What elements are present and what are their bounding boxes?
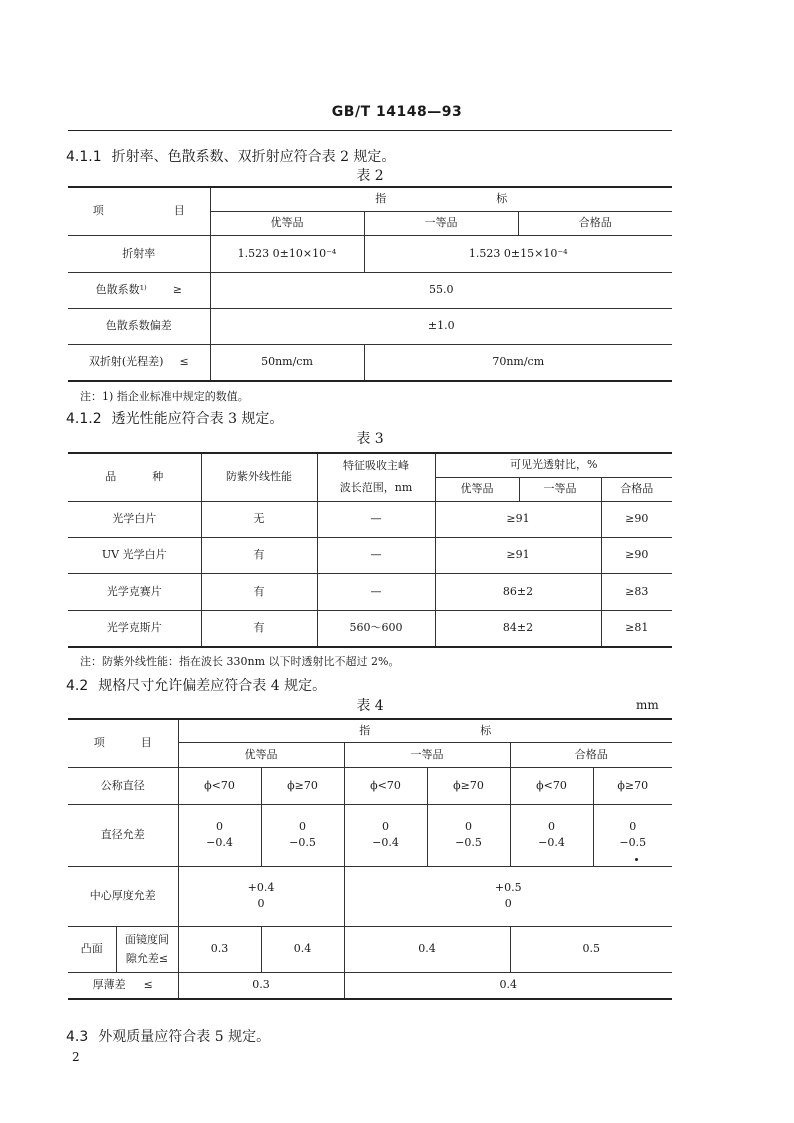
- t2-refractive-other: 1.523 0±15×10⁻⁴: [364, 235, 672, 272]
- t4-gap-v4: 0.5: [510, 926, 672, 972]
- t4-grade-ok: 合格品: [510, 742, 672, 767]
- table-row: [68, 610, 672, 647]
- t3-trans-top: 84±2: [435, 610, 601, 647]
- t3-peak-header: [317, 453, 435, 501]
- section-text: 折射率、色散系数、双折射应符合表 2 规定。: [111, 149, 396, 165]
- t2-refractive-top: 1.523 0±10×10⁻⁴: [210, 235, 364, 272]
- t4-tol-lower: −0.5: [455, 836, 482, 849]
- t4-tol-cell: [593, 804, 672, 866]
- t4-tol-cell: [510, 804, 593, 866]
- t2-birefringence-other: 70nm/cm: [364, 344, 672, 381]
- t3-variety-header: [68, 453, 201, 501]
- section-4-2: [66, 675, 326, 695]
- t4-item-char-b: 目: [140, 736, 152, 750]
- t3-peak-line-1: 特征吸收主峰: [343, 459, 409, 473]
- t4-gap-label-line-2: 隙允差≤: [125, 952, 169, 965]
- table3-note: 注：防紫外线性能：指在波长 330nm 以下时透射比不超过 2%。: [80, 655, 400, 668]
- t2-item-char-a: 项: [92, 204, 104, 218]
- t3-peak: —: [317, 501, 435, 537]
- t4-dia-lt: ϕ<70: [344, 767, 427, 804]
- t4-gap-v1: 0.3: [178, 926, 261, 972]
- t2-birefringence-top: 50nm/cm: [210, 344, 364, 381]
- t3-variety: 光学克赛片: [68, 573, 201, 610]
- t3-variety: 光学白片: [68, 501, 201, 537]
- section-4-1-1: [66, 146, 395, 166]
- t4-thickness-diff-label: [68, 972, 178, 999]
- t4-tol-cell: [178, 804, 261, 866]
- t4-tol-upper: 0: [382, 820, 389, 833]
- t3-trans-top: 86±2: [435, 573, 601, 610]
- t2-dispersion-text: 色散系数¹⁾: [95, 283, 147, 296]
- t4-ct-top-grade: [178, 866, 344, 926]
- t4-ct-lower: 0: [504, 897, 512, 910]
- t4-ct-upper: +0.4: [247, 881, 275, 894]
- t2-birefringence-sym: ≤: [179, 355, 189, 369]
- t4-tolerance-label: 直径允差: [68, 804, 178, 866]
- t3-trans-ok: ≥90: [601, 501, 672, 537]
- t4-ct-other-grades: [344, 866, 672, 926]
- t4-center-thickness-label: 中心厚度允差: [68, 866, 178, 926]
- t2-dispersion-value: 55.0: [210, 272, 672, 308]
- t3-grade-top: 优等品: [435, 477, 519, 501]
- t4-grade-top: 优等品: [178, 742, 344, 767]
- t4-index-char-b: 标: [480, 723, 492, 737]
- t4-tol-upper: 0: [548, 820, 555, 833]
- t2-index-char-a: 指: [375, 192, 387, 206]
- t3-uv: 有: [201, 573, 317, 610]
- table-2: [68, 186, 672, 382]
- page-number: 2: [72, 1050, 80, 1064]
- t4-item-header: [68, 719, 178, 767]
- section-text: 规格尺寸允许偏差应符合表 4 规定。: [98, 678, 327, 694]
- table3-caption: 表 3: [356, 431, 384, 447]
- t2-grade-ok: 合格品: [518, 211, 672, 235]
- header-rule: [68, 130, 672, 131]
- t4-tol-cell: [261, 804, 344, 866]
- t3-trans-ok: ≥83: [601, 573, 672, 610]
- t4-tol-upper: 0: [299, 820, 306, 833]
- t4-tol-lower: −0.4: [372, 836, 399, 849]
- t3-trans-top: ≥91: [435, 501, 601, 537]
- section-number: 4.1.1: [66, 149, 102, 165]
- t4-ct-lower: 0: [257, 897, 265, 910]
- t2-dispersion-label: [68, 272, 210, 308]
- t4-dia-lt: ϕ<70: [178, 767, 261, 804]
- table-row: [68, 537, 672, 573]
- t2-index-header: [210, 187, 672, 211]
- t3-uv: 有: [201, 537, 317, 573]
- t3-variety: UV 光学白片: [68, 537, 201, 573]
- t3-uv: 有: [201, 610, 317, 647]
- t4-tol-cell: [427, 804, 510, 866]
- t4-gap-label: [116, 926, 178, 972]
- t2-birefringence-label: [68, 344, 210, 381]
- t2-item-char-b: 目: [173, 204, 185, 218]
- t4-gap-v2: 0.4: [261, 926, 344, 972]
- t4-index-char-a: 指: [359, 723, 371, 737]
- t3-peak: 560～600: [317, 610, 435, 647]
- t3-variety-char-a: 品: [105, 470, 117, 484]
- section-4-3: [66, 1026, 270, 1046]
- t4-thickness-diff-sym: ≤: [143, 978, 153, 992]
- t3-trans-ok: ≥90: [601, 537, 672, 573]
- section-4-1-2: [66, 408, 283, 428]
- t2-dispersion-dev-label: 色散系数偏差: [68, 308, 210, 344]
- t2-refractive-label: 折射率: [68, 235, 210, 272]
- section-text: 外观质量应符合表 5 规定。: [98, 1029, 271, 1045]
- t3-peak: —: [317, 537, 435, 573]
- section-text: 透光性能应符合表 3 规定。: [111, 411, 284, 427]
- standard-number: GB/T 14148—93: [331, 104, 463, 120]
- t4-gap-v3: 0.4: [344, 926, 510, 972]
- t3-grade-first: 一等品: [519, 477, 601, 501]
- t3-peak-line-2: 波长范围，nm: [339, 481, 413, 495]
- section-number: 4.2: [66, 678, 89, 694]
- table4-caption: 表 4: [356, 698, 384, 714]
- t4-thk-v2: 0.4: [344, 972, 672, 999]
- t2-index-char-b: 标: [496, 192, 508, 206]
- t4-gap-label-line-1: 面镜度间: [125, 933, 169, 946]
- t4-thk-v1: 0.3: [178, 972, 344, 999]
- t4-tol-upper: 0: [629, 820, 637, 833]
- t2-dispersion-sym: ≥: [172, 283, 182, 296]
- t4-tol-lower: −0.5: [619, 836, 647, 849]
- t2-item-header: [68, 187, 210, 235]
- t3-variety: 光学克斯片: [68, 610, 201, 647]
- t4-tol-cell: [344, 804, 427, 866]
- table-row: [68, 501, 672, 537]
- table-4: [68, 718, 672, 1000]
- section-number: 4.1.2: [66, 411, 102, 427]
- t4-convex-label: 凸面: [68, 926, 116, 972]
- table-3: [68, 452, 672, 648]
- t2-grade-top: 优等品: [210, 211, 364, 235]
- t2-birefringence-text: 双折射(光程差): [88, 355, 164, 369]
- t4-tol-lower: −0.4: [538, 836, 565, 849]
- t4-dia-ge: ϕ≥70: [427, 767, 510, 804]
- table2-caption: 表 2: [356, 168, 384, 184]
- t3-trans-top: ≥91: [435, 537, 601, 573]
- t3-uv: 无: [201, 501, 317, 537]
- t4-item-char-a: 项: [93, 736, 105, 750]
- t4-tol-lower: −0.4: [206, 836, 233, 849]
- t4-grade-first: 一等品: [344, 742, 510, 767]
- t3-peak: —: [317, 573, 435, 610]
- t4-tol-upper: 0: [465, 820, 472, 833]
- t4-dia-ge: ϕ≥70: [261, 767, 344, 804]
- section-number: 4.3: [66, 1029, 89, 1045]
- t3-trans-ok: ≥81: [601, 610, 672, 647]
- t4-index-header: [178, 719, 672, 742]
- t3-grade-ok: 合格品: [601, 477, 672, 501]
- t3-trans-header: 可见光透射比，%: [435, 453, 672, 477]
- t4-ct-upper: +0.5: [494, 881, 522, 894]
- table4-unit: mm: [636, 698, 659, 712]
- t4-thickness-diff-text: 厚薄差: [92, 978, 126, 992]
- t2-dispersion-dev-value: ±1.0: [210, 308, 672, 344]
- t2-grade-first: 一等品: [364, 211, 518, 235]
- t4-tol-upper: 0: [216, 820, 223, 833]
- table-row: [68, 573, 672, 610]
- speck-mark: [635, 858, 638, 861]
- t4-dia-ge: ϕ≥70: [593, 767, 672, 804]
- table2-note: 注：1) 指企业标准中规定的数值。: [80, 390, 249, 403]
- t3-uv-header: 防紫外线性能: [201, 453, 317, 501]
- t4-tol-lower: −0.5: [289, 836, 316, 849]
- t4-dia-lt: ϕ<70: [510, 767, 593, 804]
- t4-diameter-label: 公称直径: [68, 767, 178, 804]
- t3-variety-char-b: 种: [152, 470, 164, 484]
